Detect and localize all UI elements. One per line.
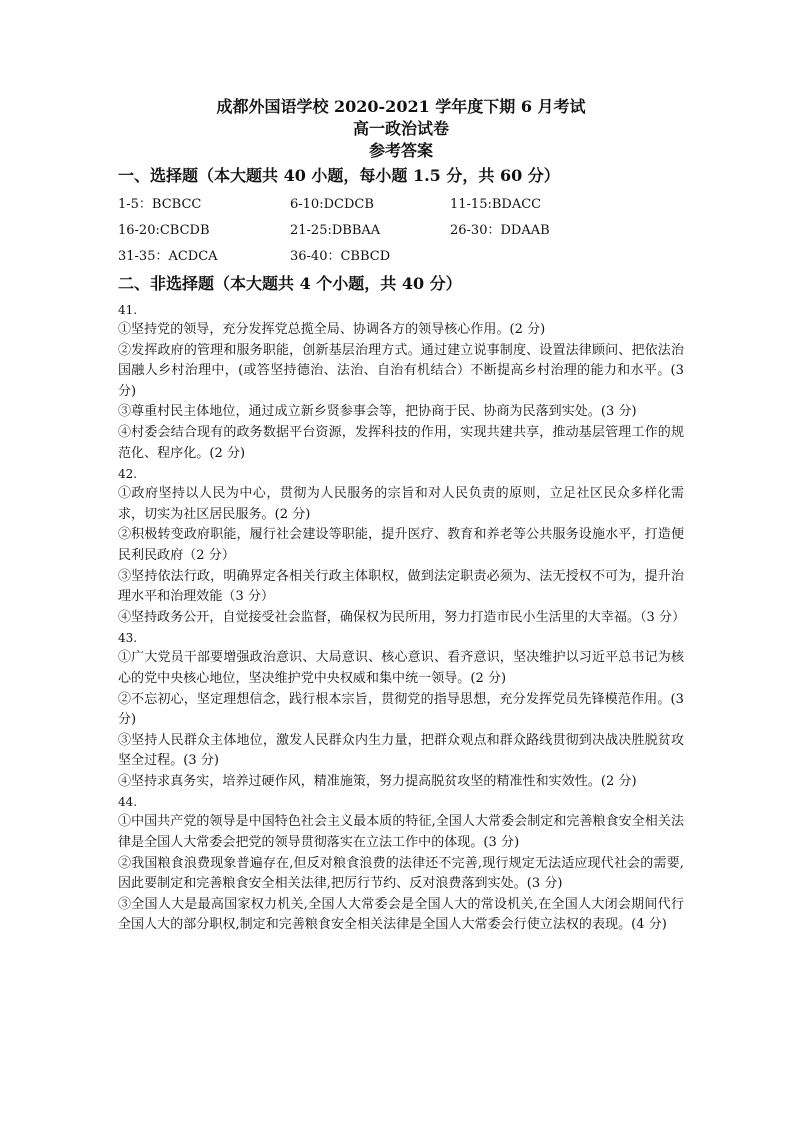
answer-point: ②不忘初心，坚定理想信念，践行根本宗旨，贯彻党的指导思想，充分发挥党员先锋模范作用。(3 分) — [118, 691, 684, 728]
answer-point: ③坚持依法行政，明确界定各相关行政主体职权，做到法定职责必须为、法无授权不可为，提升治理水平和治理效能（3 分） — [118, 568, 684, 605]
question-number: 44. — [118, 795, 138, 810]
question-number: 43. — [118, 631, 138, 646]
question-43 — [118, 628, 684, 792]
answer-group: 31-35：ACDCA — [118, 249, 218, 264]
answer-point: ②发挥政府的管理和服务职能，创新基层治理方式。通过建立说事制度、设置法律顾问、把依法治国融人乡村治理中，(或答坚持德治、法治、自治有机结合）不断提高乡村治理的能力和水平。(3 分) — [118, 342, 684, 399]
answer-point: ②积极转变政府职能，履行社会建设等职能，提升医疗、教育和养老等公共服务设施水平，打造便民利民政府（2 分） — [118, 527, 684, 563]
section-1-heading: 一、选择题（本大题共 40 小题，每小题 1.5 分，共 60 分） — [118, 166, 560, 185]
answer-group: 26-30：DDAAB — [450, 223, 550, 238]
section-multiple-choice — [118, 164, 684, 270]
answer-group: 16-20:CBCDB — [118, 223, 210, 238]
answer-point: ④坚持政务公开，自觉接受社会监督，确保权为民所用，努力打造市民小生活里的大幸福。（3 分） — [118, 609, 686, 625]
answer-point: ③全国人大是最高国家权力机关,全国人大常委会是全国人大的常设机关,在全国人大闭会期间代行全国人大的部分职权,制定和完善粮食安全相关法律是全国人大常委会行使立法权的表现。(4 分) — [118, 896, 684, 933]
answer-point: ④坚持求真务实，培养过硬作风，精准施策，努力提高脱贫攻坚的精准性和实效性。(2 分) — [118, 773, 637, 789]
question-number: 42. — [118, 467, 138, 482]
section-non-choice — [118, 272, 684, 936]
answer-point: ④村委会结合现有的政务数据平台资源，发挥科技的作用，实现共建共享，推动基层管理工作的规范化、程序化。(2 分) — [118, 424, 684, 461]
question-number: 41. — [118, 303, 138, 317]
answer-point: ①中国共产党的领导是中国特色社会主义最本质的特征,全国人大常委会制定和完善粮食安全相关法律是全国人大常委会把党的领导贯彻落实在立法工作中的体现。(3 分) — [118, 814, 684, 851]
answer-point: ②我国粮食浪费现象普遍存在,但反对粮食浪费的法律还不完善,现行规定无法适应现代社会的需要,因此要制定和完善粮食安全相关法律,把厉行节约、反对浪费落到实处。(3 分) — [118, 855, 684, 892]
answer-point: ①坚持党的领导，充分发挥党总揽全局、协调各方的领导核心作用。(2 分) — [118, 322, 546, 337]
answer-group: 1-5：BCBCC — [118, 197, 202, 212]
answer-point: ①广大党员干部要增强政治意识、大局意识、核心意识、看齐意识，坚决维护以习近平总书记为核心的党中央核心地位，坚决维护党中央权威和集中统一领导。(2 分) — [118, 650, 684, 686]
answer-group: 21-25:DBBAA — [290, 223, 381, 238]
question-44 — [118, 792, 684, 936]
answer-key-title: 参考答案 — [368, 141, 433, 160]
answer-point: ③坚持人民群众主体地位，激发人民群众内生力量，把群众观点和群众路线贯彻到决战决胜脱贫攻坚全过程。(3 分) — [118, 732, 684, 769]
subject-title: 高一政治试卷 — [352, 119, 449, 138]
answer-group: 6-10:DCDCB — [290, 197, 374, 212]
answer-group: 11-15:BDACC — [450, 197, 542, 212]
question-41 — [118, 300, 684, 464]
answer-sheet — [118, 96, 684, 936]
answer-group: 36-40：CBBCD — [290, 249, 391, 264]
choice-answers-grid — [118, 192, 684, 270]
answer-point: ①政府坚持以人民为中心，贯彻为人民服务的宗旨和对人民负责的原则，立足社区民众多样化需求，切实为社区居民服务。(2 分) — [118, 486, 684, 522]
school-exam-title: 成都外国语学校 2020-2021 学年度下期 6 月考试 — [216, 97, 586, 116]
answer-point: ③尊重村民主体地位，通过成立新乡贤参事会等，把协商于民、协商为民落到实处。(3 分) — [118, 404, 637, 420]
question-42 — [118, 464, 684, 628]
document-header — [118, 96, 684, 162]
section-2-heading: 二、非选择题（本大题共 4 个小题，共 40 分） — [118, 274, 462, 293]
